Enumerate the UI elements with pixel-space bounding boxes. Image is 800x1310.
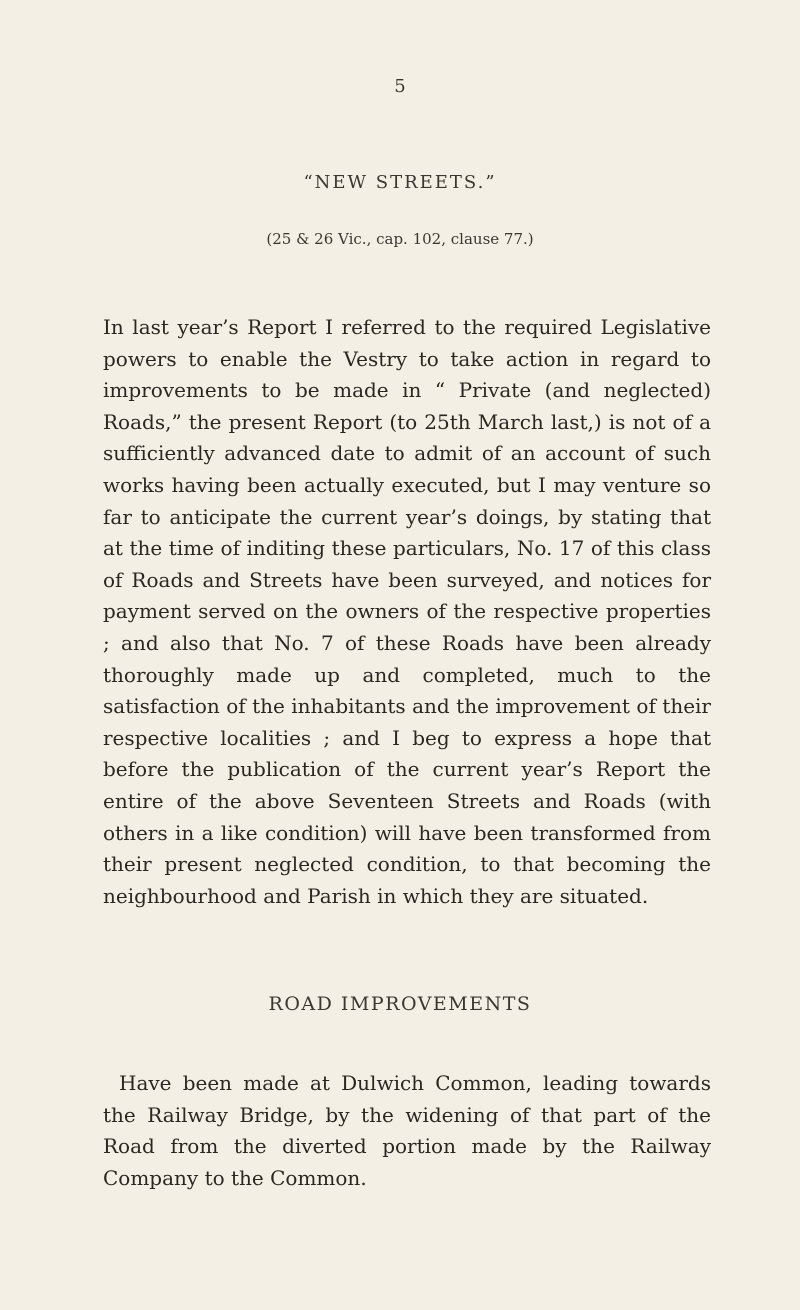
page-number: 5 bbox=[394, 76, 406, 97]
new-streets-paragraph: In last year’s Report I referred to the required Legislative powers to enable the Vestry to take action in regard to improvements to be made in “ Private (and neglected) Roads,” the present Report (to 25th March last,) is not of a sufficiently advanced date to admit of an account of such works having been actually executed, but I may venture so far to anticipate the current year’s doings, by stating that at the time of inditing these particulars, No. 17 of this class of Roads and Streets have been surveyed, and notices for payment served on the owners of the respective properties ; and also that No. 7 of these Roads have been already thoroughly made up and completed, much to the satisfaction of the inhabitants and the improvement of their respective localities ; and I beg to express a hope that before the publication of the current year’s Report the entire of the above Seventeen Streets and Roads (with others in a like condition) will have been transformed from their present neglected condition, to that becoming the neighbourhood and Parish in which they are situated. bbox=[103, 315, 711, 908]
new-streets-heading: “NEW STREETS.” bbox=[303, 172, 497, 193]
road-improvements-paragraph: Have been made at Dulwich Common, leading towards the Railway Bridge, by the widening of that part of the Road from the diverted portion made by the Railway Company to the Common. bbox=[103, 1071, 711, 1190]
statute-citation: (25 & 26 Vic., cap. 102, clause 77.) bbox=[266, 230, 534, 248]
road-improvements-heading: ROAD IMPROVEMENTS bbox=[268, 993, 532, 1015]
